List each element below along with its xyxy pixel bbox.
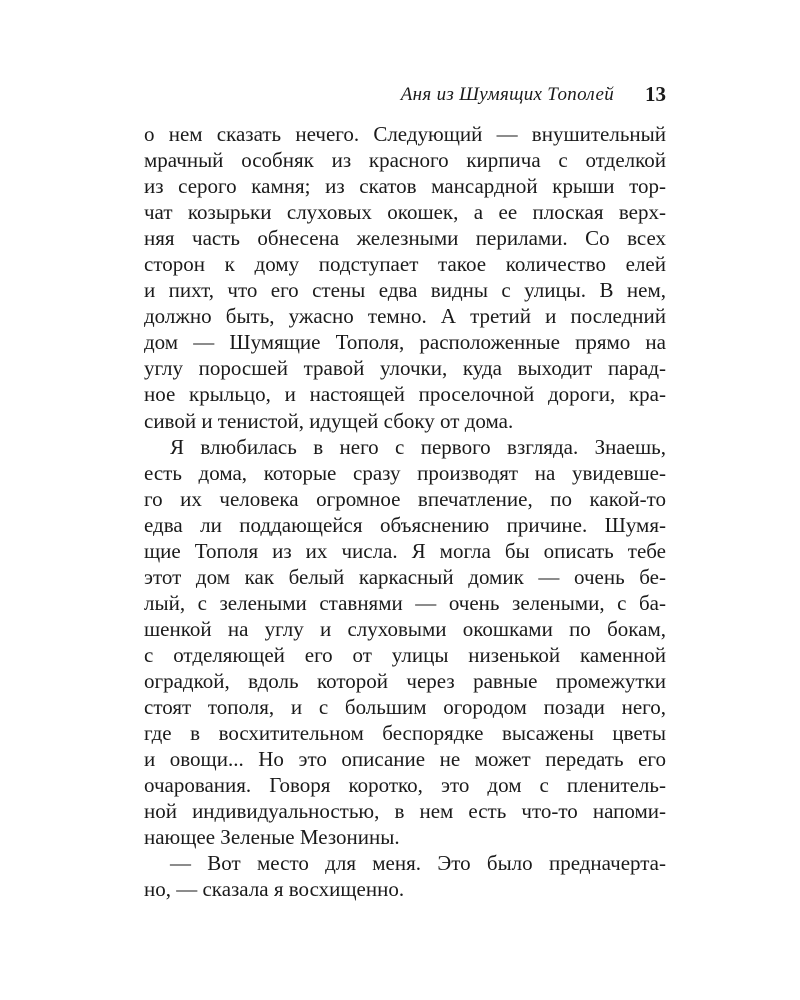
text-line: где в восхитительном беспорядке высажены цветы (144, 721, 666, 746)
text-line: няя часть обнесена железными перилами. Со всех (144, 226, 666, 251)
text-line: углу поросшей травой улочки, куда выходит парад- (144, 356, 666, 381)
text-line: стоят тополя, и с большим огородом позади него, (144, 695, 666, 720)
running-head (0, 84, 666, 114)
body-text (144, 121, 666, 902)
text-line: — Вот место для меня. Это было предначерта- (170, 851, 666, 876)
text-line: и пихт, что его стены едва видны с улицы. В нем, (144, 278, 666, 303)
text-line: из серого камня; из скатов мансардной крыши тор- (144, 174, 666, 199)
text-line: очарования. Говоря коротко, это дом с пленитель- (144, 773, 666, 798)
running-title: Аня из Шумящих Тополей (400, 84, 614, 105)
text-line: сивой и тенистой, идущей сбоку от дома. (144, 408, 514, 433)
text-line: ной индивидуальностью, в нем есть что-то напоми- (144, 799, 666, 824)
text-line: есть дома, которые сразу производят на увидевше- (144, 460, 666, 485)
text-line: но, — сказала я восхищенно. (144, 877, 405, 902)
text-line: о нем сказать нечего. Следующий — внушительный (144, 122, 666, 146)
text-line: ное крыльцо, и настоящей проселочной дороги, кра- (144, 382, 666, 407)
text-line: и овощи... Но это описание не может передать его (144, 747, 666, 772)
text-line: Я влюбилась в него с первого взгляда. Знаешь, (170, 434, 666, 459)
text-line: с отделяющей его от улицы низенькой каменной (144, 642, 666, 667)
text-line: едва ли поддающейся объяснению причине. Шумя- (144, 512, 666, 537)
text-line: мрачный особняк из красного кирпича с отделкой (144, 148, 666, 173)
text-line: этот дом как белый каркасный домик — очень бе- (144, 564, 666, 589)
text-line: дом — Шумящие Тополя, расположенные прямо на (144, 330, 666, 355)
text-line: оградкой, вдоль которой через равные промежутки (144, 668, 666, 693)
text-line: чат козырьки слуховых окошек, а ее плоская верх- (144, 200, 666, 225)
text-line: лый, с зелеными ставнями — очень зелеными, с ба- (144, 590, 666, 615)
page-number: 13 (645, 82, 666, 106)
text-line: шенкой на углу и слуховыми окошками по бокам, (144, 616, 666, 641)
text-line: должно быть, ужасно темно. А третий и последний (144, 304, 666, 329)
text-line: сторон к дому подступает такое количество елей (144, 252, 666, 277)
text-line: го их человека огромное впечатление, по какой-то (144, 486, 666, 511)
text-line: щие Тополя из их числа. Я могла бы описать тебе (144, 538, 666, 563)
text-line: нающее Зеленые Мезонины. (144, 825, 400, 850)
